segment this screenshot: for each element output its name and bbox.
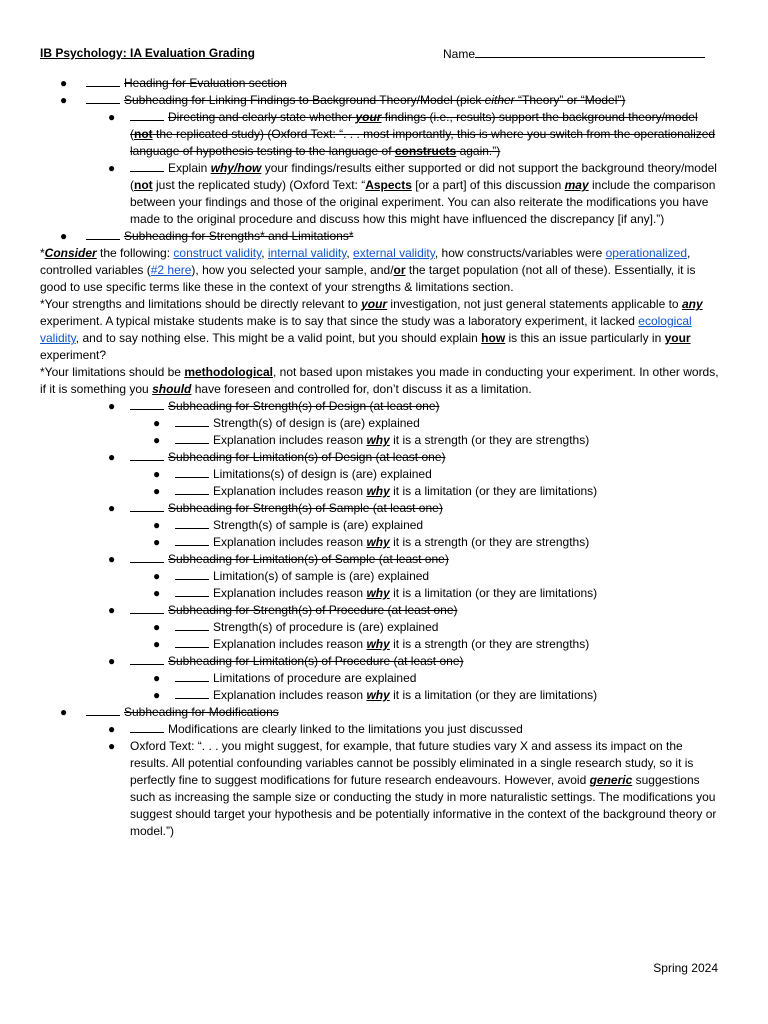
checklist-item-modifications-linked: ● Modifications are clearly linked to the limitations you just discussed bbox=[108, 722, 523, 736]
item-text: Explain why/how your findings/results either supported or did not support the background theory/model (not just the replicated study) (Oxford Text: “Aspects [or a part] of this discussion may include the comparison between your findings and those of the original experiment. You can also reiterate the modifications you have made to the original procedure and discuss how this might have influenced the discrepancy [if any].”) bbox=[130, 161, 717, 226]
group-heading: Subheading for Limitation(s) of Sample (at least one) bbox=[130, 552, 449, 566]
check-blank[interactable] bbox=[130, 551, 164, 563]
bullet-icon: ● bbox=[108, 654, 116, 668]
check-blank[interactable] bbox=[86, 75, 120, 87]
bullet-icon: ● bbox=[153, 518, 161, 532]
bullet-icon: ● bbox=[153, 467, 161, 481]
bullet-icon: ● bbox=[153, 620, 161, 634]
link-construct-validity[interactable]: construct validity bbox=[173, 246, 262, 260]
link-operationalized[interactable]: operationalized bbox=[605, 246, 688, 260]
bullet-icon: ● bbox=[108, 399, 116, 413]
bullet-icon: ● bbox=[60, 76, 68, 90]
bullet-icon: ● bbox=[153, 535, 161, 549]
bullet-icon: ● bbox=[108, 110, 116, 124]
check-blank[interactable] bbox=[175, 534, 209, 546]
group-limitation-design bbox=[40, 449, 720, 466]
consider-paragraph: *Consider the following: construct validity, internal validity, external validity, how constructs/variables were operationalized, controlled variables (#2 here), how you selected your sample, and/or the target population (not all of these). Essentially, it is good to use specific terms like these in the context of your strengths & limitations section. bbox=[40, 246, 696, 294]
bullet-icon: ● bbox=[60, 705, 68, 719]
item-text: Subheading for Strengths* and Limitations* bbox=[86, 229, 353, 243]
document-title: IB Psychology: IA Evaluation Grading bbox=[40, 46, 255, 60]
strengths-limitations-list bbox=[40, 398, 720, 704]
check-blank[interactable] bbox=[175, 619, 209, 631]
link-internal-validity[interactable]: internal validity bbox=[267, 246, 347, 260]
check-blank[interactable] bbox=[175, 466, 209, 478]
check-blank[interactable] bbox=[175, 517, 209, 529]
checklist-item: ● Limitations(s) of design is (are) explained bbox=[153, 467, 432, 481]
bullet-icon: ● bbox=[60, 93, 68, 107]
checklist-item-linking-findings bbox=[40, 92, 720, 228]
group-strength-procedure bbox=[40, 602, 720, 619]
checklist-item-state-support bbox=[40, 109, 720, 160]
bullet-icon: ● bbox=[153, 688, 161, 702]
bullet-icon: ● bbox=[153, 569, 161, 583]
check-blank[interactable] bbox=[130, 109, 164, 121]
check-blank[interactable] bbox=[86, 92, 120, 104]
link-number-2-here[interactable]: #2 here bbox=[150, 263, 192, 277]
checklist-item-strengths-limitations bbox=[40, 228, 720, 245]
check-blank[interactable] bbox=[86, 228, 120, 240]
bullet-icon: ● bbox=[153, 671, 161, 685]
name-blank-line[interactable] bbox=[475, 45, 705, 58]
group-limitation-sample bbox=[40, 551, 720, 568]
bullet-icon: ● bbox=[108, 603, 116, 617]
checklist-item-modifications bbox=[40, 704, 720, 721]
checklist-item: ● Strength(s) of sample is (are) explained bbox=[153, 518, 424, 532]
footer-date: Spring 2024 bbox=[653, 961, 718, 975]
check-blank[interactable] bbox=[130, 500, 164, 512]
link-external-validity[interactable]: external validity bbox=[353, 246, 435, 260]
link-ecological-validity[interactable]: ecological validity bbox=[40, 314, 692, 345]
checklist-item-evaluation-heading bbox=[40, 75, 720, 92]
check-blank[interactable] bbox=[175, 670, 209, 682]
oxford-text-quote: ● Oxford Text: “. . . you might suggest, for example, that future studies vary X and assess its impact on the results. All potential confounding variables cannot be possibly eliminated in a single research study, so it is perfectly fine to suggest modifications for future research endeavours. However, avoid generic suggestions such as increasing the sample size or conducting the study in more naturalistic settings. The modifications you suggest should target your hypothesis and be potentially informative in the context of the background theory or model.”) bbox=[108, 739, 717, 838]
item-text: Directing and clearly state whether your findings (i.e., results) support the background theory/model (not the replicated study) (Oxford Text: “. . . most importantly, this is where you switch from the operationalized language of hypothesis testing to the language of constructs again.”) bbox=[130, 110, 716, 158]
check-blank[interactable] bbox=[130, 602, 164, 614]
group-strength-design bbox=[40, 398, 720, 415]
checklist-item: ● Explanation includes reason why it is a limitation (or they are limitations) bbox=[153, 586, 598, 600]
checklist-item: ● Explanation includes reason why it is a strength (or they are strengths) bbox=[153, 433, 590, 447]
item-text: Subheading for Linking Findings to Background Theory/Model (pick either “Theory” or “Model”) bbox=[86, 93, 625, 107]
check-blank[interactable] bbox=[130, 721, 164, 733]
checklist-item: ● Limitation(s) of sample is (are) explained bbox=[153, 569, 430, 583]
bullet-icon: ● bbox=[108, 552, 116, 566]
check-blank[interactable] bbox=[175, 636, 209, 648]
check-blank[interactable] bbox=[175, 432, 209, 444]
item-text: Heading for Evaluation section bbox=[86, 76, 287, 90]
bullet-icon: ● bbox=[108, 722, 116, 736]
bullet-icon: ● bbox=[153, 416, 161, 430]
check-blank[interactable] bbox=[175, 483, 209, 495]
check-blank[interactable] bbox=[130, 449, 164, 461]
check-blank[interactable] bbox=[175, 687, 209, 699]
check-blank[interactable] bbox=[86, 704, 120, 716]
bullet-icon: ● bbox=[153, 637, 161, 651]
checklist-item-explain-why-how bbox=[40, 160, 720, 228]
checklist-item: ● Explanation includes reason why it is a strength (or they are strengths) bbox=[153, 535, 590, 549]
check-blank[interactable] bbox=[130, 160, 164, 172]
checklist-item: ● Strength(s) of procedure is (are) explained bbox=[153, 620, 439, 634]
bullet-icon: ● bbox=[108, 501, 116, 515]
group-limitation-procedure bbox=[40, 653, 720, 670]
check-blank[interactable] bbox=[175, 585, 209, 597]
checklist-item: ● Limitations of procedure are explained bbox=[153, 671, 417, 685]
bullet-icon: ● bbox=[108, 161, 116, 175]
checklist-item: ● Explanation includes reason why it is a limitation (or they are limitations) bbox=[153, 484, 598, 498]
group-heading: Subheading for Strength(s) of Procedure (at least one) bbox=[130, 603, 458, 617]
bullet-icon: ● bbox=[108, 450, 116, 464]
methodological-paragraph: *Your limitations should be methodological, not based upon mistakes you made in conducting your experiment. In other words, if it is something you should have foreseen and controlled for, don’t discuss it as a limitation. bbox=[40, 365, 719, 396]
name-field bbox=[443, 45, 705, 63]
group-strength-sample bbox=[40, 500, 720, 517]
check-blank[interactable] bbox=[130, 653, 164, 665]
item-text: Subheading for Modifications bbox=[86, 705, 279, 719]
group-heading: Subheading for Strength(s) of Sample (at least one) bbox=[130, 501, 443, 515]
checklist-item: ● Explanation includes reason why it is a limitation (or they are limitations) bbox=[153, 688, 598, 702]
document-header bbox=[40, 45, 720, 75]
checklist-item: ● Strength(s) of design is (are) explained bbox=[153, 416, 420, 430]
document-page bbox=[40, 45, 720, 840]
group-heading: Subheading for Strength(s) of Design (at least one) bbox=[130, 399, 440, 413]
modifications-list bbox=[40, 704, 720, 840]
name-label: Name bbox=[443, 47, 476, 61]
checklist-item: ● Explanation includes reason why it is a strength (or they are strengths) bbox=[153, 637, 590, 651]
group-heading: Subheading for Limitation(s) of Design (at least one) bbox=[130, 450, 445, 464]
bullet-icon: ● bbox=[153, 586, 161, 600]
check-blank[interactable] bbox=[175, 568, 209, 580]
checklist-top bbox=[40, 75, 720, 245]
group-heading: Subheading for Limitation(s) of Procedure (at least one) bbox=[130, 654, 464, 668]
check-blank[interactable] bbox=[130, 398, 164, 410]
relevance-paragraph: *Your strengths and limitations should be directly relevant to your investigation, not just general statements applicable to any experiment. A typical mistake students make is to say that since the study was a laboratory experiment, it lacked ecological validity, and to say nothing else. This might be a valid point, but you should explain how is this an issue particularly in your experiment? bbox=[40, 297, 703, 362]
bullet-icon: ● bbox=[60, 229, 68, 243]
check-blank[interactable] bbox=[175, 415, 209, 427]
sublist-linking bbox=[86, 109, 720, 228]
bullet-icon: ● bbox=[108, 739, 116, 753]
bullet-icon: ● bbox=[153, 484, 161, 498]
bullet-icon: ● bbox=[153, 433, 161, 447]
